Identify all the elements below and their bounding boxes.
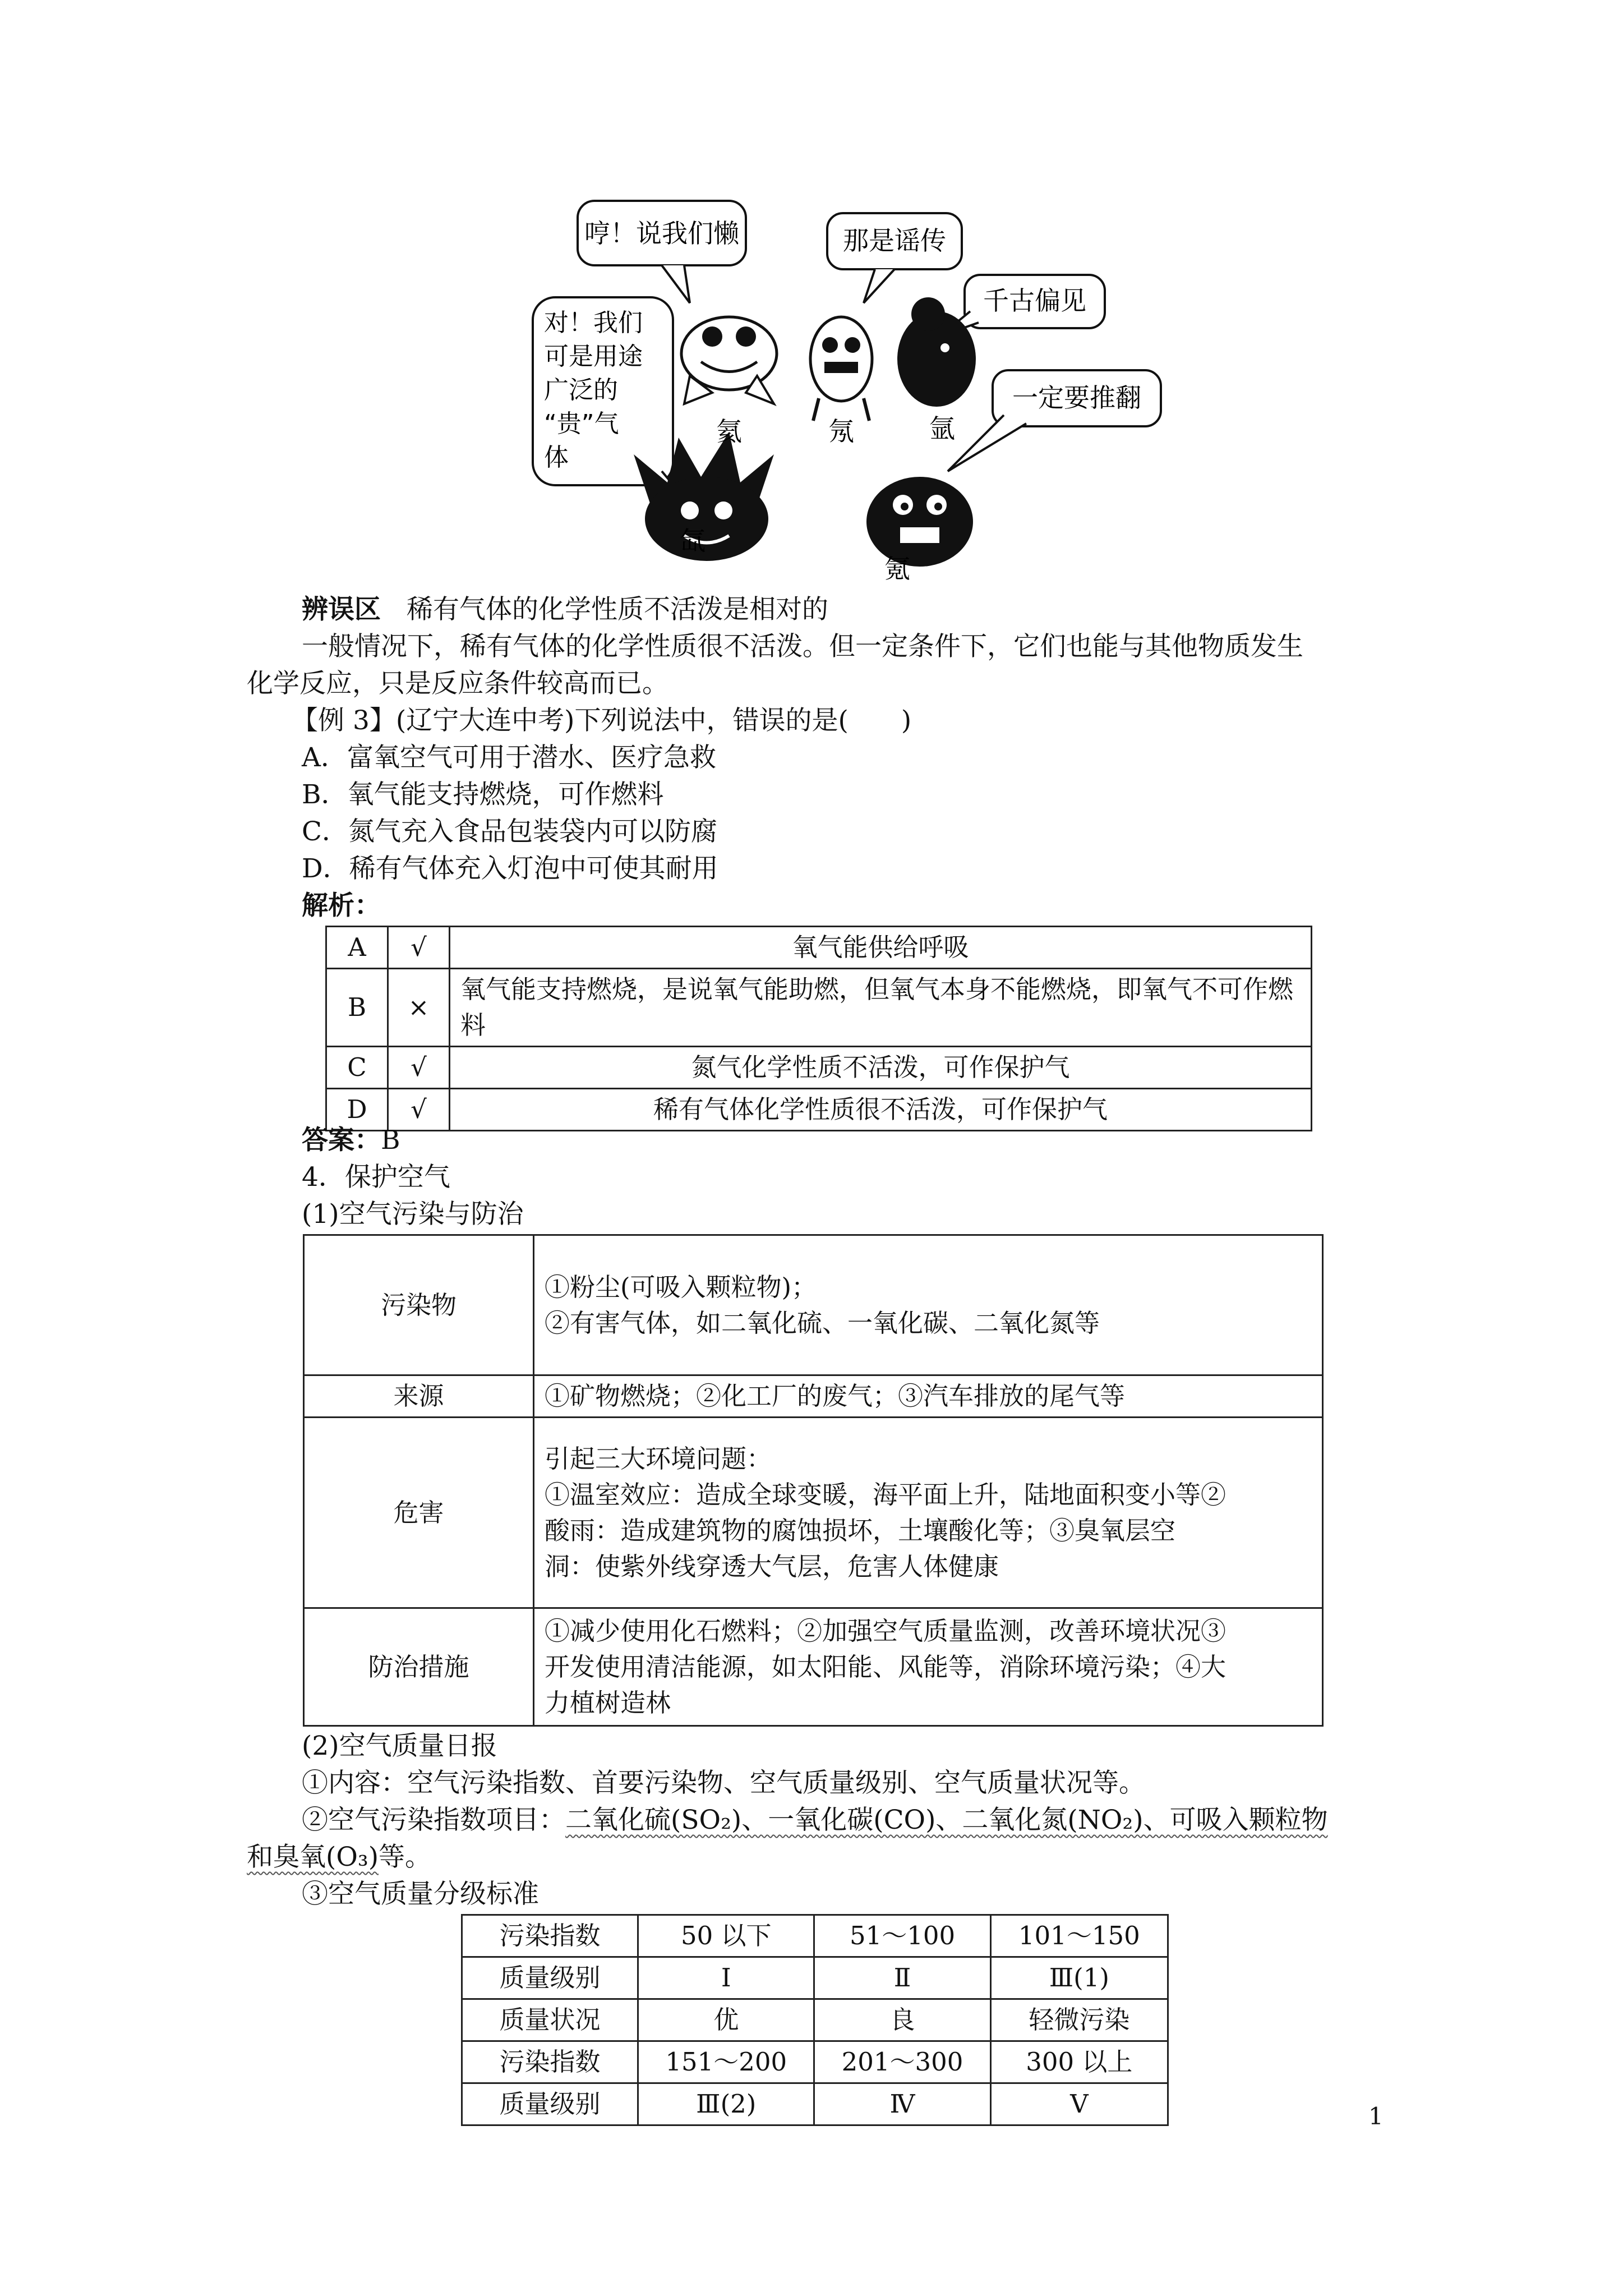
misconception-label: 辨误区	[302, 594, 381, 625]
analysis-mark: ×	[388, 969, 450, 1047]
analysis-option: B	[326, 969, 388, 1047]
index-items-list: 二氧化硫(SO₂)、一氧化碳(CO)、二氧化氮(NO₂)、可吸入颗粒物	[565, 1805, 1328, 1835]
option-c: C．氮气充入食品包装袋内可以防腐	[302, 816, 717, 847]
speech-bubble-4	[948, 370, 1161, 471]
harm-line-4: 洞：使紫外线穿透大气层，危害人体健康	[545, 1551, 999, 1581]
analysis-option: C	[326, 1047, 388, 1089]
bubble-text-5: 对！我们 可是用途 广泛的 “贵”气 体	[544, 309, 643, 472]
table-row	[304, 1235, 1323, 1375]
analysis-mark: √	[388, 927, 450, 969]
grade-cell: 质量状况	[462, 1999, 638, 2041]
misconception-body-2: 化学反应，只是反应条件较高而已。	[247, 668, 668, 699]
analysis-option: A	[326, 927, 388, 969]
option-d: D．稀有气体充入灯泡中可使其耐用	[302, 853, 718, 884]
grade-cell: Ⅲ(2)	[638, 2083, 814, 2125]
table-row	[326, 1089, 1312, 1131]
prevention-line-2: 开发使用清洁能源，如太阳能、风能等，消除环境污染；④大	[545, 1651, 1227, 1682]
row-head-pollutant: 污染物	[304, 1235, 534, 1375]
row-body-harm	[534, 1418, 1323, 1608]
analysis-text: 氮气化学性质不活泼，可作保护气	[450, 1047, 1312, 1089]
table-row	[462, 1915, 1168, 1957]
helium-character	[681, 317, 777, 404]
report-content: ①内容：空气污染指数、首要污染物、空气质量级别、空气质量状况等。	[302, 1768, 1145, 1798]
bubble-text-3: 千古偏见	[983, 286, 1086, 316]
analysis-mark: √	[388, 1047, 450, 1089]
label-krypton: 氪	[884, 554, 910, 583]
speech-bubble-1	[578, 201, 746, 303]
grade-cell: Ⅲ(1)	[990, 1957, 1168, 1999]
answer-line	[302, 1122, 400, 1159]
cartoon-illustration	[522, 191, 1183, 583]
label-argon: 氩	[929, 413, 955, 444]
index-items-prefix: ②空气污染指数项目：	[302, 1805, 565, 1835]
row-body-prevention	[534, 1608, 1323, 1726]
table-row	[462, 2041, 1168, 2083]
grade-cell: Ⅱ	[814, 1957, 990, 1999]
grading-title: ③空气质量分级标准	[302, 1879, 539, 1910]
label-helium: 氦	[716, 416, 742, 447]
grade-cell: Ⅳ	[814, 2083, 990, 2125]
table-row	[462, 1999, 1168, 2041]
subsection-pollution: (1)空气污染与防治	[302, 1199, 524, 1230]
pollution-table	[303, 1234, 1324, 1727]
analysis-text: 氧气能供给呼吸	[450, 927, 1312, 969]
row-head-harm: 危害	[304, 1418, 534, 1608]
analysis-table	[325, 926, 1312, 1131]
xenon-character	[866, 477, 973, 567]
bubble-text-4: 一定要推翻	[1012, 383, 1141, 413]
grade-table	[461, 1914, 1169, 2126]
grade-cell: 污染指数	[462, 2041, 638, 2083]
analysis-text: 氧气能支持燃烧，是说氧气能助燃，但氧气本身不能燃烧，即氧气不可作燃料	[450, 969, 1312, 1047]
grade-cell: 101～150	[990, 1915, 1168, 1957]
table-row	[326, 1047, 1312, 1089]
speech-bubble-2	[827, 213, 962, 303]
row-head-source: 来源	[304, 1375, 534, 1418]
pollutant-line-1: ①粉尘(可吸入颗粒物)；	[545, 1272, 817, 1302]
index-items-ozone: 和臭氧(O₃)	[247, 1842, 379, 1872]
index-items-line-2	[247, 1839, 431, 1876]
analysis-text: 稀有气体化学性质很不活泼，可作保护气	[450, 1089, 1312, 1131]
subsection-daily-report: (2)空气质量日报	[302, 1731, 497, 1761]
row-body-pollutant	[534, 1235, 1323, 1375]
grade-cell: Ⅴ	[990, 2083, 1168, 2125]
misconception-body-1: 一般情况下，稀有气体的化学性质很不活泼。但一定条件下，它们也能与其他物质发生	[302, 631, 1303, 662]
label-xenon: 氙	[680, 526, 706, 556]
analysis-mark: √	[388, 1089, 450, 1131]
row-head-prevention: 防治措施	[304, 1608, 534, 1726]
page-number: 1	[1368, 2102, 1384, 2130]
analysis-option: D	[326, 1089, 388, 1131]
bubble-text-2: 那是谣传	[843, 226, 946, 256]
grade-cell: 良	[814, 1999, 990, 2041]
grade-cell: Ⅰ	[638, 1957, 814, 1999]
analysis-label: 解析：	[302, 890, 381, 921]
harm-line-2: ①温室效应：造成全球变暖，海平面上升，陆地面积变小等②	[545, 1479, 1227, 1510]
table-row	[462, 2083, 1168, 2125]
grade-cell: 300 以上	[990, 2041, 1168, 2083]
grade-cell: 轻微污染	[990, 1999, 1168, 2041]
speech-bubble-5	[533, 297, 690, 505]
table-row	[304, 1608, 1323, 1726]
neon-character	[810, 317, 872, 421]
grade-cell: 质量级别	[462, 1957, 638, 1999]
grade-cell: 151～200	[638, 2041, 814, 2083]
misconception-heading	[302, 591, 828, 628]
section-title: 4．保护空气	[302, 1162, 450, 1193]
label-neon: 氖	[828, 416, 854, 447]
misconception-title: 稀有气体的化学性质不活泼是相对的	[407, 594, 828, 625]
option-a: A．富氧空气可用于潜水、医疗急救	[302, 742, 716, 773]
table-row	[326, 969, 1312, 1047]
grade-cell: 质量级别	[462, 2083, 638, 2125]
table-row	[326, 927, 1312, 969]
grade-cell: 污染指数	[462, 1915, 638, 1957]
example-stem: 【例 3】(辽宁大连中考)下列说法中，错误的是( )	[292, 705, 912, 736]
pollutant-line-2: ②有害气体，如二氧化硫、一氧化碳、二氧化氮等	[545, 1308, 1100, 1338]
harm-line-1: 引起三大环境问题：	[545, 1443, 772, 1474]
answer-label: 答案：	[302, 1125, 381, 1156]
bubble-text-1: 哼！说我们懒	[584, 218, 739, 249]
index-items-line-1	[302, 1802, 1328, 1839]
cartoon-svg	[522, 191, 1183, 583]
grade-cell: 优	[638, 1999, 814, 2041]
prevention-line-3: 力植树造林	[545, 1687, 671, 1718]
prevention-line-1: ①减少使用化石燃料；②加强空气质量监测，改善环境状况③	[545, 1616, 1227, 1646]
table-row	[304, 1375, 1323, 1418]
grade-cell: 50 以下	[638, 1915, 814, 1957]
table-row	[462, 1957, 1168, 1999]
harm-line-3: 酸雨：造成建筑物的腐蚀损坏，土壤酸化等；③臭氧层空	[545, 1515, 1176, 1545]
option-b: B．氧气能支持燃烧，可作燃料	[302, 779, 664, 810]
grade-cell: 201～300	[814, 2041, 990, 2083]
table-row	[304, 1418, 1323, 1608]
row-body-source: ①矿物燃烧；②化工厂的废气；③汽车排放的尾气等	[534, 1375, 1323, 1418]
index-items-suffix: 等。	[379, 1842, 432, 1872]
grade-cell: 51～100	[814, 1915, 990, 1957]
answer-value: B	[381, 1125, 400, 1156]
